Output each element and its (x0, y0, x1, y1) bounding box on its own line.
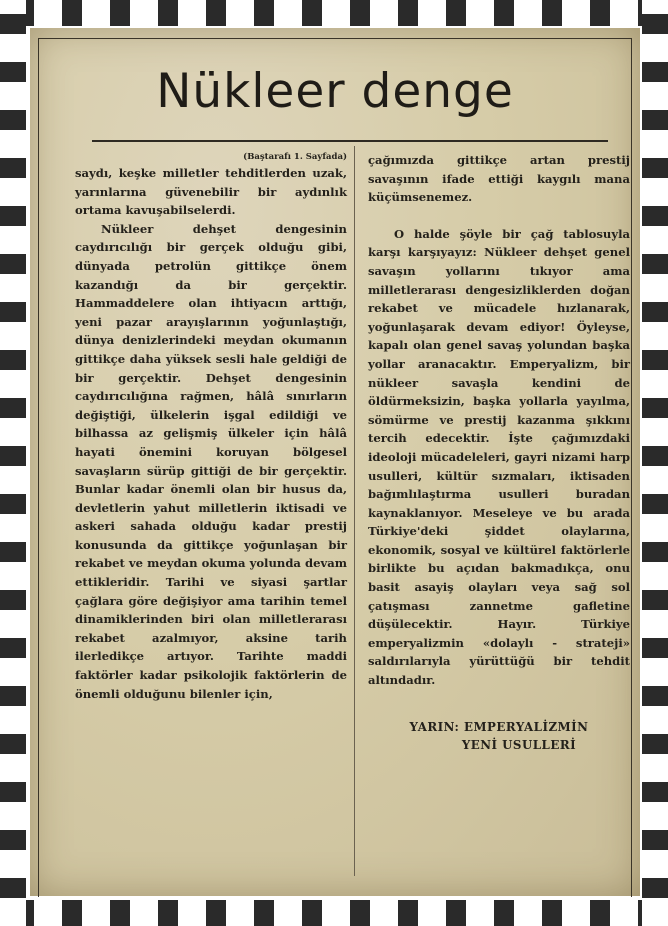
newspaper-clipping (30, 28, 640, 896)
continued-note: (Baştarafı 1. Sayfada) (243, 152, 347, 162)
paragraph: Nükleer dehşet dengesinin caydırıcılığı bir gerçek olduğu gibi, dünyada petrolün gittikçe önem kazandığı da bir gerçektir. Hammaddelere olan ihtiyacın arttığı, yeni pazar arayışlarının yoğunlaştığı, dünya denizlerindeki meydan okumanın gittikçe daha yüksek sesli hale geldiği de bir gerçektir. Dehşet dengesinin caydırıcılığına rağmen, hâlâ sınırların değiştiği, ülkelerin işgal edildiği ve bilhassa az gelişmiş ülkeler için hâlâ hayati önemini koruyan bölgesel savaşların sürüp gittiği de bir gerçektir. Bunlar kadar önemli olan bir husus da, devletlerin yahut milletlerin iktisadi ve askeri sahada olduğu kadar prestij konusunda da gittikçe yoğunlaşan bir rekabet ve meydan okuma yolunda devam ettikleridir. Tarihi ve siyasi şartlar çağlara göre değişiyor ama tarihin temel dinamiklerinden biri olan milletlerarası rekabet azalmıyor, aksine tarih ilerledikçe artıyor. Tarihte maddi faktörler kadar psikolojik faktörlerin de önemli olduğunu bilenler için, (75, 221, 347, 701)
teaser-line: YARIN: EMPERYALİZMİN (409, 719, 589, 734)
checker-border-bottom (0, 900, 668, 926)
checker-border-right (642, 0, 668, 926)
column-divider (354, 146, 355, 876)
title-rule (92, 140, 608, 142)
article-column-right (368, 151, 630, 754)
paragraph: çağımızda gittikçe artan prestij savaşının ifade ettiği kaygılı mana küçümsenemez. (368, 153, 630, 205)
article-title: Nükleer denge (156, 64, 514, 119)
checker-border-top (0, 0, 668, 26)
next-issue-teaser (368, 718, 630, 754)
checker-border-left (0, 0, 26, 926)
paragraph: saydı, keşke milletler tehditlerden uzak, yarınlarına güvenebilir bir aydınlık ortama kavuşabilselerdi. (75, 166, 347, 218)
teaser-line: YENİ USULLERİ (461, 737, 577, 752)
article-column-left (75, 151, 347, 703)
paragraph: O halde şöyle bir çağ tablosuyla karşı karşıyayız: Nükleer dehşet genel savaşın yollarını tıkıyor ama milletlerarası dengesizliklerden doğan rekabet ve mücadele hızlanarak, yoğunlaşarak devam ediyor! Öyleyse, kapalı olan genel savaş yolundan başka yollar aranacaktır. Emperyalizm, bir nükleer savaşla kendini de öldürmeksizin, başka yollarla yayılma, sömürme ve prestij kazanma şıkkını tercih edecektir. İşte çağımızdaki ideoloji mücadeleleri, gayri nizami harp usulleri, kültür sızmaları, iktisaden bağımlılaştırma usulleri buradan kaynaklanıyor. Meseleye ve bu arada Türkiye'deki şiddet olaylarına, ekonomik, sosyal ve kültürel faktörlerle birlikte bu açıdan bakmadıkça, onu basit asayiş olayları veya sağ sol çatışması zannetme gafletine düşülecektir. Hayır. Türkiye emperyalizmin «dolaylı - strateji» saldırılarıyla yürüttüğü bir tehdit altındadır. (368, 226, 630, 688)
